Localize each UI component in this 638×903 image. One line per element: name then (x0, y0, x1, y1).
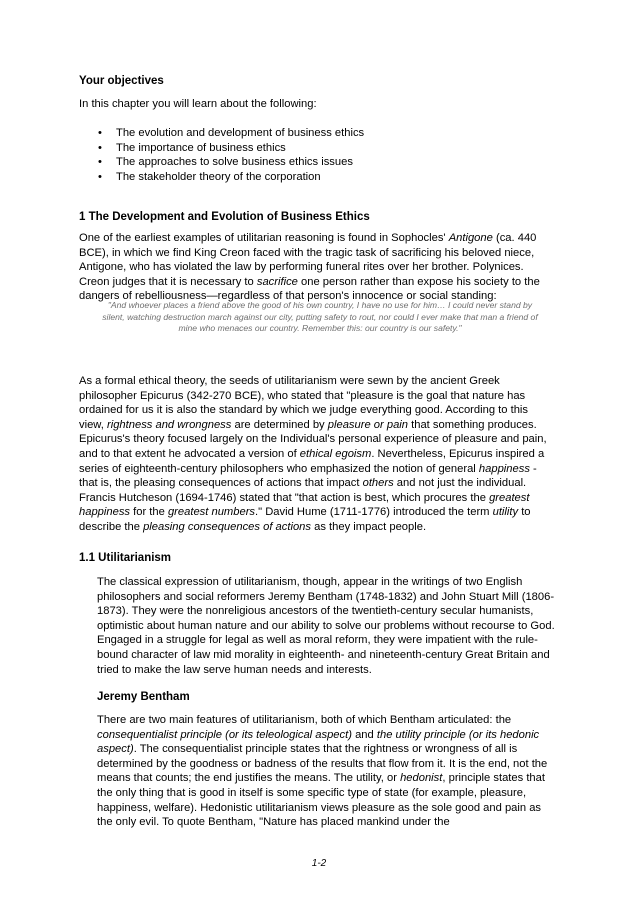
bullet-icon: • (98, 156, 102, 169)
objectives-list-item: • The evolution and development of business ethics (98, 127, 365, 139)
jeremy-bentham-subheading: Jeremy Bentham (97, 691, 190, 703)
page-number: 1-2 (311, 858, 327, 869)
section-1-1-paragraph-2: There are two main features of utilitarianism, both of which Bentham articulated: the consequentialist principle (or its teleological aspect) and the utility principle (or its hedonic aspect). The consequentialist principle states that the rightness or wrongness of all is determined by the goodness or badness of the results that flow from it. It is the end, not the means that counts; the end justifies the means. The utility, or hedonist, principle states that the only thing that is good in itself is some specific type of state (for example, pleasure, happiness, welfare). Hedonistic utilitarianism views pleasure as the sole good and pain as the only evil. To quote Bentham, "Nature has placed mankind under the (97, 714, 548, 829)
section-1-paragraph-1: One of the earliest examples of utilitarian reasoning is found in Sophocles' Antigone (ca. 440 BCE), in which we find King Creon faced with the tragic task of sacrificing his beloved niece, Antigone, who has violated the law by performing funeral rites over her brother. Polynices. Creon judges that it is necessary to sacrifice one person rather than expose his society to the dangers of rebelliousness—regardless of that person's innocence or social standing: (79, 232, 540, 303)
section-1-1-heading: 1.1 Utilitarianism (79, 552, 172, 564)
objectives-list (79, 126, 364, 184)
bullet-icon: • (98, 141, 102, 154)
section-1-1-paragraph-1: The classical expression of utilitarianism, though, appear in the writings of two English philosophers and social reformers Jeremy Bentham (1748-1832) and John Stuart Mill (1806-1873). They were the nonreligious ancestors of the twentieth-century secular humanists, optimistic about human nature and our ability to solve our problems without recourse to God. Engaged in a struggle for legal as well as moral reform, they were impatient with the rule-bound character of law mid morality in eighteenth- and nineteenth-century Great Britain and tried to make the law serve human needs and interests. (97, 576, 555, 676)
bullet-icon: • (98, 170, 102, 183)
section-1-paragraph-2: As a formal ethical theory, the seeds of utilitarianism were sewn by the ancient Greek philosopher Epicurus (342-270 BCE), who stated that "pleasure is the goal that nature has ordained for us it is also the standard by which we judge everything good. According to this view, rightness and wrongness are determined by pleasure or pain that something produces. Epicurus's theory focused largely on the Individual's personal experience of pleasure and pain, and to that extent he advocated a version of ethical egoism. Nevertheless, Epicurus inspired a series of eighteenth-century philosophers who emphasized the notion of general happiness - that is, the pleasing consequences of actions that impact others and not just the individual. Francis Hutcheson (1694-1746) stated that "that action is best, which procures the greatest happiness for the greatest numbers." David Hume (1711-1776) introduced the term utility to describe the pleasing consequences of actions as they impact people. (79, 375, 547, 533)
bullet-icon: • (98, 127, 102, 139)
objectives-list-item: • The approaches to solve business ethics issues (98, 156, 353, 169)
objectives-intro: In this chapter you will learn about the following: (79, 98, 317, 110)
objectives-list-item: • The importance of business ethics (98, 141, 286, 154)
objectives-list-item: • The stakeholder theory of the corporation (98, 170, 321, 183)
objectives-heading: Your objectives (79, 75, 164, 87)
antigone-quote: "And whoever places a friend above the good of his own country, I have no use for him… I could never stand by silent, watching destruction march against our city, putting safety to rout, nor could I ever make that man a friend of mine who menaces our country. Remember this: our country is our safety." (102, 300, 538, 334)
section-1-heading: 1 The Development and Evolution of Business Ethics (79, 211, 370, 223)
